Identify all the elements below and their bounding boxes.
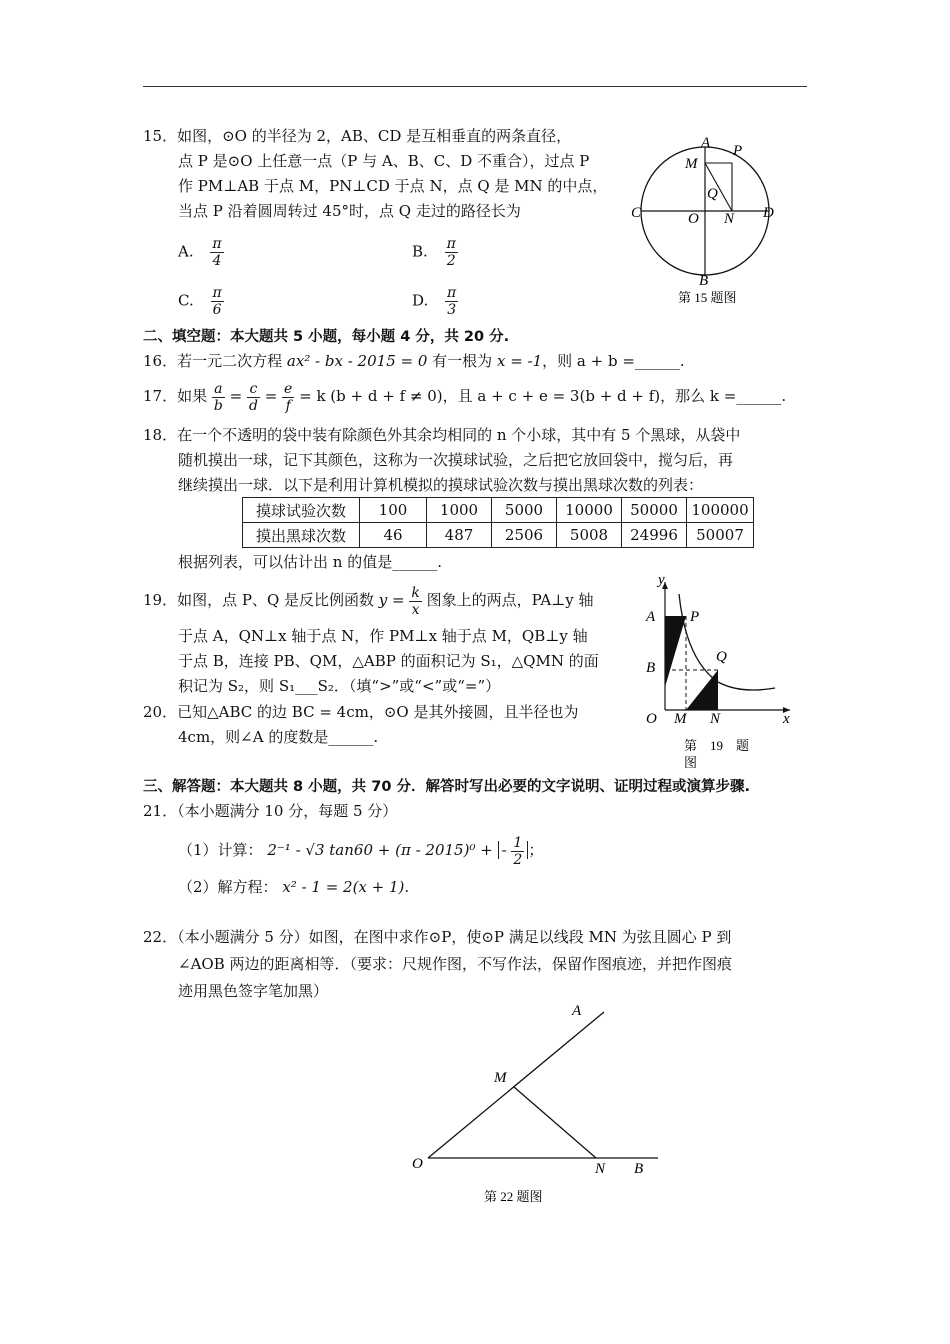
label-a: A [701, 135, 711, 151]
label-n: N [595, 1161, 606, 1177]
label-q: Q [716, 649, 727, 665]
label-q: Q [707, 186, 718, 202]
table-cell: 487 [427, 523, 492, 548]
q15-line2: 点 P 是⊙O 上任意一点（P 与 A、B、C、D 不重合），过点 P [178, 152, 590, 170]
label-b: B [634, 1161, 644, 1177]
label-b: B [646, 660, 656, 676]
table-cell: 1000 [427, 498, 492, 523]
q18-after: 根据列表，可以估计出 n 的值是______. [178, 553, 442, 571]
q15-caption: 第 15 题图 [678, 290, 737, 305]
q15-line1: 15．如图，⊙O 的半径为 2，AB、CD 是互相垂直的两条直径， [143, 127, 572, 145]
q19-figure [640, 570, 800, 775]
label-n: N [710, 711, 721, 727]
table-cell: 50000 [622, 498, 687, 523]
q22-figure [400, 998, 670, 1213]
table-cell: 10000 [557, 498, 622, 523]
table-cell: 100 [360, 498, 427, 523]
q20-line1: 20．已知△ABC 的边 BC = 4cm，⊙O 是其外接圆，且半径也为 [143, 703, 579, 721]
label-n: N [724, 211, 735, 227]
q22-caption: 第 22 题图 [484, 1189, 543, 1204]
table-cell: 50007 [687, 523, 754, 548]
q22-line2: ∠AOB 两边的距离相等．（要求：尺规作图，不写作法，保留作图痕迹，并把作图痕 [178, 955, 732, 973]
label-o: O [646, 711, 657, 727]
q15-option-b[interactable]: B. $\frac{\pi}{2}$ [412, 236, 456, 269]
label-m: M [494, 1070, 507, 1086]
table-cell: 24996 [622, 523, 687, 548]
label-a: A [646, 609, 656, 625]
triangle-abp [665, 616, 686, 687]
header-rule [143, 86, 807, 87]
segment-mn [514, 1087, 596, 1158]
q15-line3: 作 PM⊥AB 于点 M，PN⊥CD 于点 N，点 Q 是 MN 的中点， [178, 177, 608, 195]
section2-heading: 二、填空题：本大题共 5 小题，每小题 4 分，共 20 分. [143, 329, 510, 345]
q19-line2: 于点 A，QN⊥x 轴于点 N，作 PM⊥x 轴于点 M，QB⊥y 轴 [178, 627, 588, 645]
label-o: O [688, 211, 699, 227]
q20-line2: 4cm，则∠A 的度数是______. [178, 728, 379, 746]
label-p: P [733, 143, 743, 159]
label-y: y [658, 572, 665, 588]
label-b: B [699, 273, 709, 289]
q15-option-c[interactable]: C. $\frac{\pi}{6}$ [178, 285, 222, 318]
q19-caption-2: 图 [684, 755, 698, 770]
label-p: P [690, 609, 700, 625]
q18-line2: 随机摸出一球，记下其颜色，这称为一次摸球试验，之后把它放回袋中，搅匀后，再 [178, 451, 734, 469]
q22-line1: 22．（本小题满分 5 分）如图，在图中求作⊙P，使⊙P 满足以线段 MN 为弦且圆心 P 到 [143, 928, 732, 946]
q21-heading: 21．（本小题满分 10 分，每题 5 分） [143, 802, 398, 820]
label-o: O [412, 1156, 423, 1172]
ray-oa [428, 1012, 604, 1158]
q16: 16．若一元二次方程 ax² - bx - 2015 = 0 有一根为 x = -1，则 a + b =______. [143, 352, 685, 370]
table-cell: 100000 [687, 498, 754, 523]
section3-heading: 三、解答题：本大题共 8 小题，共 70 分．解答时写出必要的文字说明、证明过程或演算步骤. [143, 779, 750, 795]
label-x: x [783, 711, 790, 727]
q17: 17．如果 $\frac{a}{b}$ = $\frac{c}{d}$ = $\frac{e}{f}$ = k (b + d + f ≠ 0)，且 a + c + e = 3(b + d + f)，那么 k =______. [143, 380, 787, 414]
q15-figure [625, 130, 785, 310]
q19-line1: 19．如图，点 P、Q 是反比例函数 y = $\frac{k}{x}$ 图象上的两点，PA⊥y 轴 [143, 584, 594, 618]
table-cell: 2506 [492, 523, 557, 548]
q19-line3: 于点 B，连接 PB、QM，△ABP 的面积记为 S₁，△QMN 的面 [178, 652, 599, 670]
table-row [243, 498, 754, 523]
q15-option-d[interactable]: D. $\frac{\pi}{3}$ [412, 285, 457, 318]
label-a: A [572, 1003, 582, 1019]
table-cell: 5008 [557, 523, 622, 548]
q18-table [242, 497, 754, 548]
q22-line3: 迹用黑色签字笔加黑） [178, 982, 329, 1000]
q15-line4: 当点 P 沿着圆周转过 45°时，点 Q 走过的路径长为 [178, 202, 521, 220]
q21-part1: （1）计算： 2⁻¹ - √3 tan60 + (π - 2015)⁰ + - $\frac{1}{2}$ ； [178, 834, 544, 868]
label-c: C [631, 205, 642, 221]
q15-option-a[interactable]: A. $\frac{\pi}{4}$ [178, 236, 222, 269]
q21-part2: （2）解方程： x² - 1 = 2(x + 1). [178, 878, 410, 896]
table-cell: 5000 [492, 498, 557, 523]
table-cell: 46 [360, 523, 427, 548]
q19-line4: 积记为 S₂，则 S₁___S₂．（填“>”或“<”或“=”） [178, 677, 501, 695]
label-m: M [685, 156, 698, 172]
q18-line1: 18．在一个不透明的袋中装有除颜色外其余均相同的 n 个小球，其中有 5 个黑球，从袋中 [143, 426, 741, 444]
table-cell: 摸球试验次数 [243, 498, 360, 523]
table-cell: 摸出黑球次数 [243, 523, 360, 548]
label-m: M [674, 711, 687, 727]
triangle-qmn [686, 670, 718, 710]
table-row [243, 523, 754, 548]
q19-caption-1: 第 19 题 [684, 738, 750, 753]
q18-line3: 继续摸出一球．以下是利用计算机模拟的摸球试验次数与摸出黑球次数的列表： [178, 476, 704, 494]
label-d: D [763, 205, 774, 221]
